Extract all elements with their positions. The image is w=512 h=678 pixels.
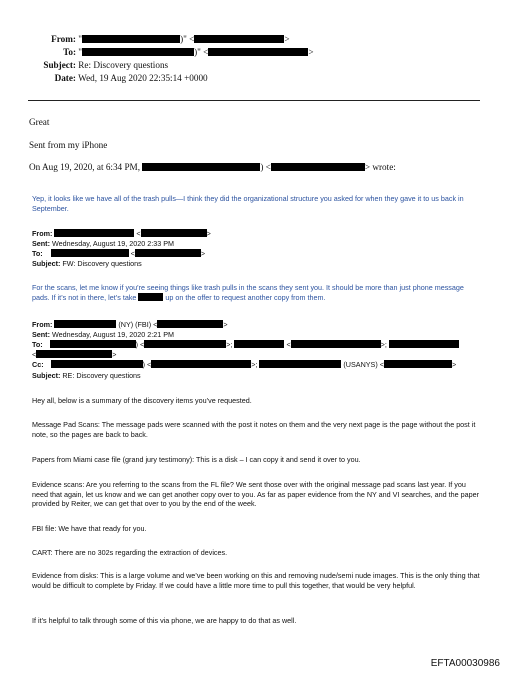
msg2-from-line: From: < > xyxy=(32,229,211,238)
redaction-bar xyxy=(82,35,180,43)
msg3-from-line: From: (NY) (FBI) < > xyxy=(32,320,228,329)
msg2-sent-label: Sent: xyxy=(32,239,50,248)
redaction-bar xyxy=(54,229,134,237)
header-subject-label: Subject: xyxy=(43,60,76,70)
body-paragraph-6: CART: There are no 302s regarding the extraction of devices. xyxy=(32,548,228,557)
redaction-bar xyxy=(389,340,459,348)
redaction-bar xyxy=(271,163,365,171)
redaction-bar xyxy=(151,360,251,368)
redaction-bar xyxy=(234,340,284,348)
msg3-sent-label: Sent: xyxy=(32,330,50,339)
body-paragraph-4: Evidence scans: Are you referring to the scans from the FL file? We sent those over with the original message pad scans last year. If you need that again, let us know and we can get another copy over to you. As far as paper evidence from the NY and VI searches, and the paper provided by Reiter, we can get that over to you by the end of the week. xyxy=(32,480,479,509)
msg3-from-label: From: xyxy=(32,320,53,329)
msg3-subject-line xyxy=(32,371,141,380)
bates-number: EFTA00030986 xyxy=(430,658,500,669)
redaction-bar xyxy=(259,360,341,368)
header-to-value: " xyxy=(78,47,83,57)
redaction-bar xyxy=(50,340,136,348)
reply-signature: Sent from my iPhone xyxy=(29,140,108,150)
header-divider xyxy=(28,100,480,101)
quote-intro: On Aug 19, 2020, at 6:34 PM, ) < > wrote: xyxy=(29,162,396,172)
msg3-to-line-2: < > xyxy=(32,350,117,359)
header-from-line: From: " )" < > xyxy=(0,34,290,44)
quoted-message-1: Yep, it looks like we have all of the trash pulls—I think they did the organizational structure you asked for when they gave it to us back in September. xyxy=(32,194,464,213)
header-from-label: From: xyxy=(51,34,76,44)
msg3-to-label: To: xyxy=(32,340,43,349)
reply-body: Great xyxy=(29,117,50,127)
redaction-bar xyxy=(208,48,308,56)
body-paragraph-2: Message Pad Scans: The message pads were scanned with the post it notes on them and the very next page is the page without the post it note, so the pages are back to back. xyxy=(32,420,476,439)
redaction-bar xyxy=(36,350,112,358)
msg2-to-line: To: < > xyxy=(32,249,206,258)
header-date-value: Wed, 19 Aug 2020 22:35:14 +0000 xyxy=(78,73,208,83)
msg3-to-line: To: ) < >; < >; xyxy=(32,340,459,349)
header-subject-line xyxy=(0,60,168,70)
msg3-subject-value: RE: Discovery questions xyxy=(62,371,141,380)
msg2-from-label: From: xyxy=(32,229,53,238)
body-paragraph-3: Papers from Miami case file (grand jury testimony): This is a disk – I can copy it and send it over to you. xyxy=(32,455,361,464)
msg3-sent-line xyxy=(32,330,174,339)
redaction-bar xyxy=(82,48,194,56)
msg2-to-label: To: xyxy=(32,249,43,258)
msg2-sent-line xyxy=(32,239,174,248)
msg3-sent-value: Wednesday, August 19, 2020 2:21 PM xyxy=(51,330,174,339)
msg3-cc-line: Cc: ) < >; (USANYS) < > xyxy=(32,360,457,369)
header-subject-value: Re: Discovery questions xyxy=(78,60,169,70)
header-to-label: To: xyxy=(63,47,76,57)
redaction-bar xyxy=(138,293,163,301)
redaction-bar xyxy=(144,340,226,348)
redaction-bar xyxy=(51,249,129,257)
msg2-subject-line xyxy=(32,259,142,268)
redaction-bar xyxy=(291,340,381,348)
redaction-bar xyxy=(157,320,223,328)
msg2-body: For the scans, let me know if you’re seeing things like trash pulls in the scans they sent you. It should be more than just phone message pads. If it’s not in there, let’s take up on the offer to request another copy from them. xyxy=(32,283,464,302)
redaction-bar xyxy=(384,360,452,368)
redaction-bar xyxy=(135,249,201,257)
body-paragraph-7: Evidence from disks: This is a large volume and we’ve been working on this and removing nude/semi nude images. This is the only thing that would be difficult to complete by Friday. If we could have a little more time to pull this together, that would be very helpful. xyxy=(32,571,480,590)
redaction-bar xyxy=(142,163,260,171)
msg3-cc-label: Cc: xyxy=(32,360,44,369)
header-date-line xyxy=(0,73,208,83)
redaction-bar xyxy=(141,229,207,237)
msg2-subject-label: Subject: xyxy=(32,259,61,268)
msg2-sent-value: Wednesday, August 19, 2020 2:33 PM xyxy=(51,239,174,248)
body-paragraph-1: Hey all, below is a summary of the discovery items you’ve requested. xyxy=(32,396,252,405)
redaction-bar xyxy=(194,35,284,43)
body-paragraph-8: If it’s helpful to talk through some of this via phone, we are happy to do that as well. xyxy=(32,616,297,625)
header-to-line: To: " )" < > xyxy=(0,47,314,57)
body-paragraph-5: FBI file: We have that ready for you. xyxy=(32,524,147,533)
header-date-label: Date: xyxy=(54,73,76,83)
redaction-bar xyxy=(54,320,116,328)
header-from-value: " xyxy=(78,34,83,44)
msg2-subject-value: FW: Discovery questions xyxy=(62,259,142,268)
redaction-bar xyxy=(51,360,143,368)
msg3-subject-label: Subject: xyxy=(32,371,61,380)
